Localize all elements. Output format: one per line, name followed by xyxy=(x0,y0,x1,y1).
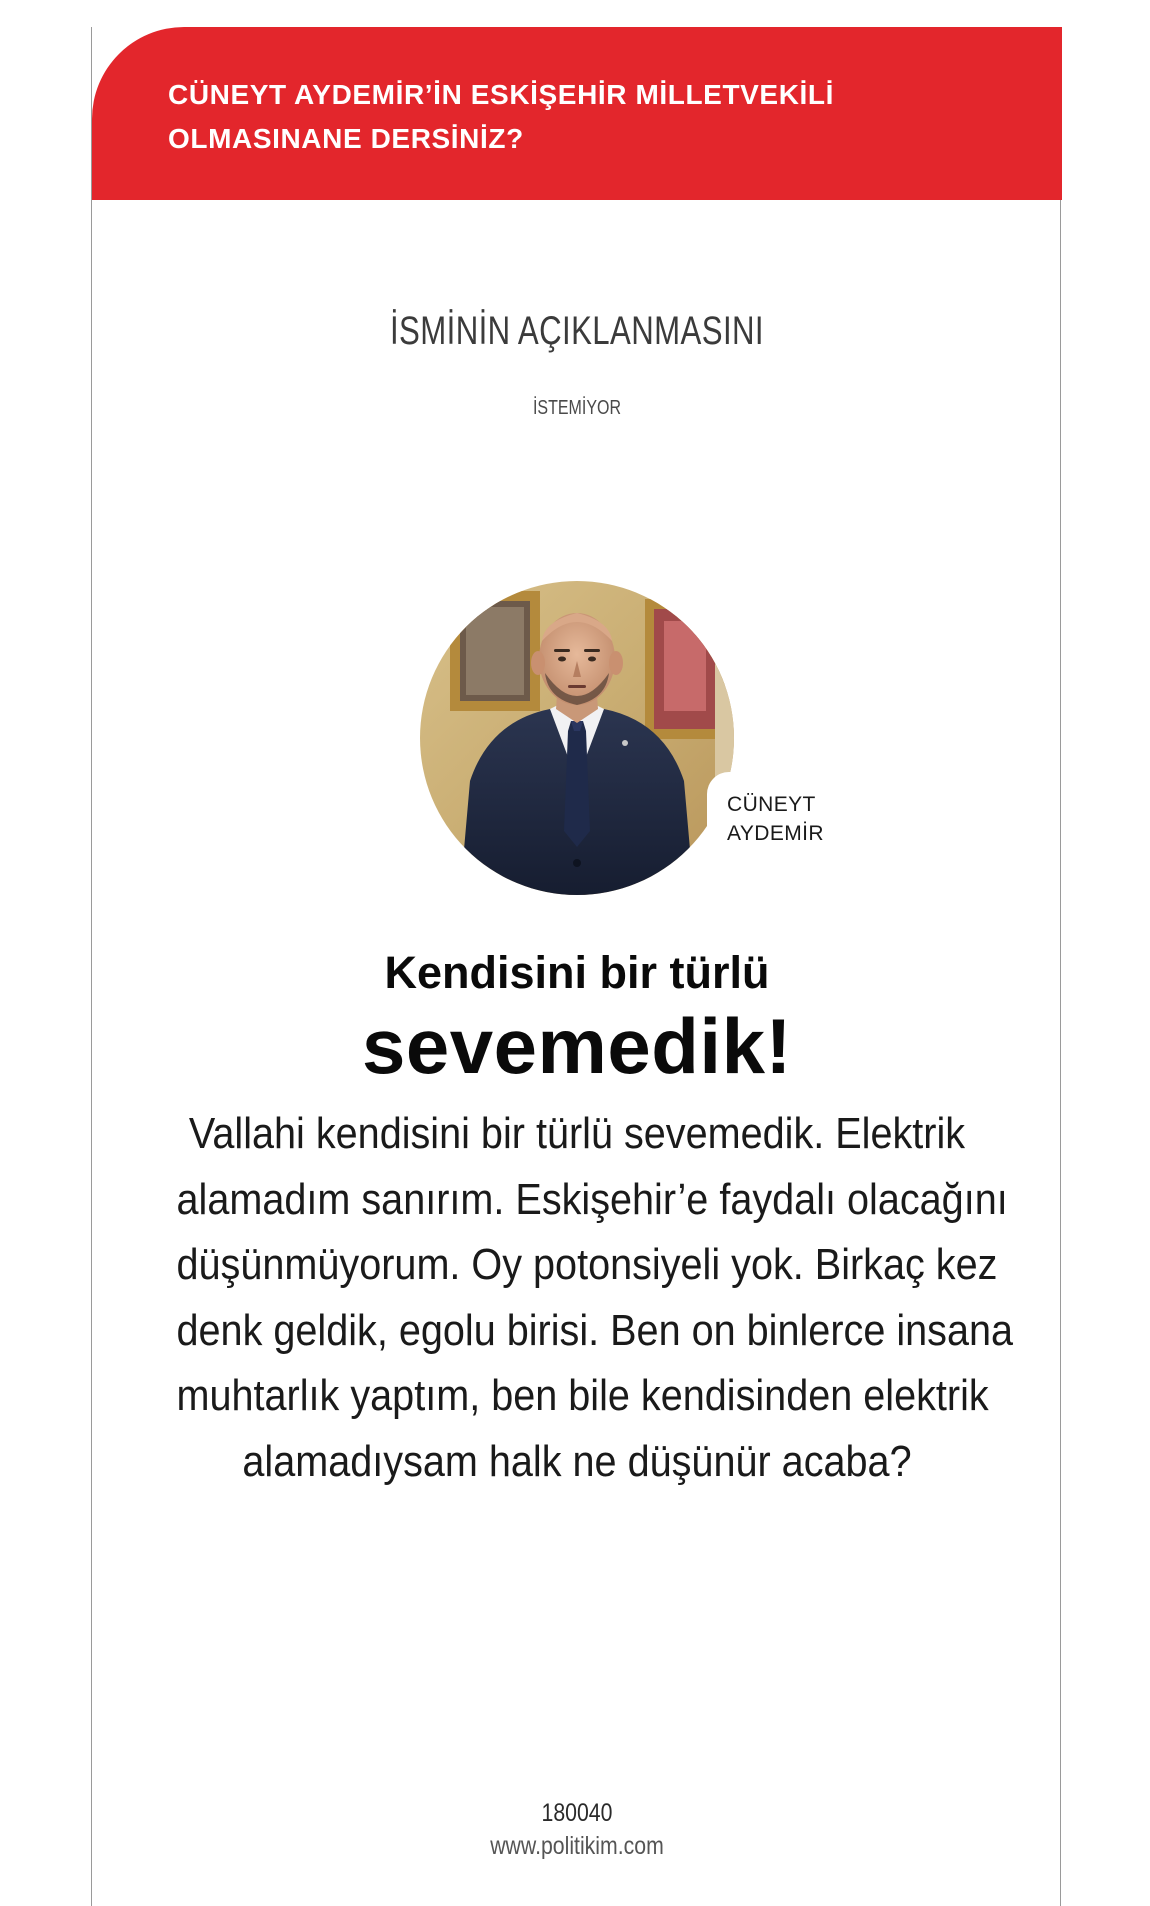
opinion-line: alamadıysam halk ne düşünür acaba? xyxy=(242,1436,912,1486)
question-title xyxy=(168,73,1028,161)
question-title-line2: OLMASINANE DERSİNİZ? xyxy=(168,123,524,154)
person-name xyxy=(727,790,824,848)
question-banner xyxy=(92,27,1062,200)
respondent-label: İSMİNİN AÇIKLANMASINI xyxy=(389,309,764,353)
name-tag xyxy=(707,772,857,868)
site-url: www.politikim.com xyxy=(490,1832,664,1860)
respondent-sublabel: İSTEMİYOR xyxy=(532,397,621,419)
opinion-line: düşünmüyorum. Oy potonsiyeli yok. Birkaç kez xyxy=(176,1240,998,1289)
opinion-line: muhtarlık yaptım, ben bile kendisinden elektrik xyxy=(176,1371,989,1420)
entry-id: 180040 xyxy=(541,1799,613,1827)
person-name-line2: AYDEMİR xyxy=(727,822,824,845)
headline-line1: Kendisini bir türlü xyxy=(384,947,770,998)
opinion-text xyxy=(132,1101,1022,1494)
survey-card xyxy=(91,27,1061,1906)
portrait-photo xyxy=(420,581,734,895)
person-name-line1: CÜNEYT xyxy=(727,793,816,816)
question-title-line1: CÜNEYT AYDEMİR’İN ESKİŞEHİR MİLLETVEKİLİ xyxy=(168,79,834,110)
opinion-line: denk geldik, egolu birisi. Ben on binlerce insana xyxy=(176,1305,1014,1355)
headline-line2: sevemedik! xyxy=(362,1002,792,1090)
opinion-line: alamadım sanırım. Eskişehir’e faydalı olacağını xyxy=(176,1174,1008,1224)
opinion-line: Vallahi kendisini bir türlü sevemedik. Elektrik xyxy=(188,1109,966,1158)
